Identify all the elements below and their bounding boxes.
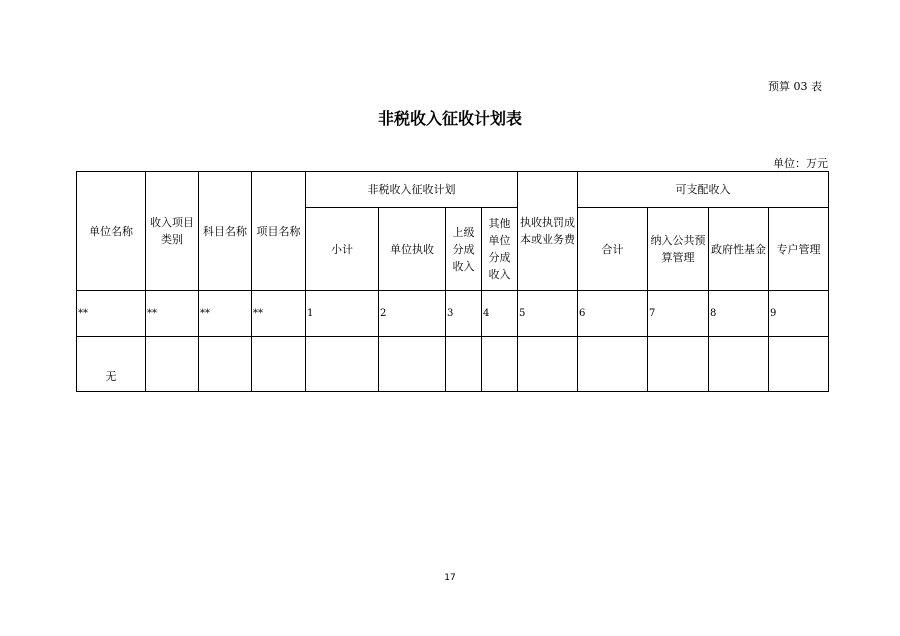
data-cell: [482, 337, 518, 392]
header-other-share: 其他单位分成收入: [482, 208, 518, 291]
code-cell: **: [77, 291, 146, 337]
header-subtotal: 小计: [306, 208, 379, 291]
data-cell: [379, 337, 446, 392]
code-cell: 4: [482, 291, 518, 337]
header-group-disposable: 可支配收入: [578, 172, 829, 208]
data-cell: [252, 337, 306, 392]
code-row: [77, 291, 829, 337]
page-title: 非税收入征收计划表: [377, 109, 522, 128]
data-row: [77, 337, 829, 392]
data-cell: [518, 337, 578, 392]
header-special-account: 专户管理: [769, 208, 829, 291]
data-cell: [578, 337, 648, 392]
data-cell: [306, 337, 379, 392]
code-cell: **: [252, 291, 306, 337]
code-cell: 9: [769, 291, 829, 337]
data-cell: [709, 337, 769, 392]
data-cell: [199, 337, 252, 392]
header-subject-name: 科目名称: [199, 172, 252, 291]
code-cell: 8: [709, 291, 769, 337]
header-total: 合计: [578, 208, 648, 291]
header-unit-name: 单位名称: [77, 172, 146, 291]
data-cell: [146, 337, 199, 392]
code-cell: 2: [379, 291, 446, 337]
empty-text: 无: [77, 337, 146, 392]
code-cell: 7: [648, 291, 709, 337]
page-number: 17: [444, 573, 456, 583]
data-cell: [769, 337, 829, 392]
header-project-name: 项目名称: [252, 172, 306, 291]
code-cell: **: [199, 291, 252, 337]
code-cell: 5: [518, 291, 578, 337]
form-code: 预算 03 表: [768, 80, 822, 93]
code-cell: 1: [306, 291, 379, 337]
header-income-category: 收入项目类别: [146, 172, 199, 291]
code-cell: 3: [446, 291, 482, 337]
header-enforcement-cost: 执收执罚成本或业务费: [518, 172, 578, 291]
code-cell: **: [146, 291, 199, 337]
unit-note: 单位：万元: [773, 157, 828, 170]
code-cell: 6: [578, 291, 648, 337]
data-cell: [446, 337, 482, 392]
header-group-nontax-plan: 非税收入征收计划: [306, 172, 518, 208]
header-budget-mgmt: 纳入公共预算管理: [648, 208, 709, 291]
nontax-revenue-plan-table: [76, 171, 829, 392]
header-upper-share: 上级分成收入: [446, 208, 482, 291]
header-gov-fund: 政府性基金: [709, 208, 769, 291]
data-cell: [648, 337, 709, 392]
header-unit-collect: 单位执收: [379, 208, 446, 291]
